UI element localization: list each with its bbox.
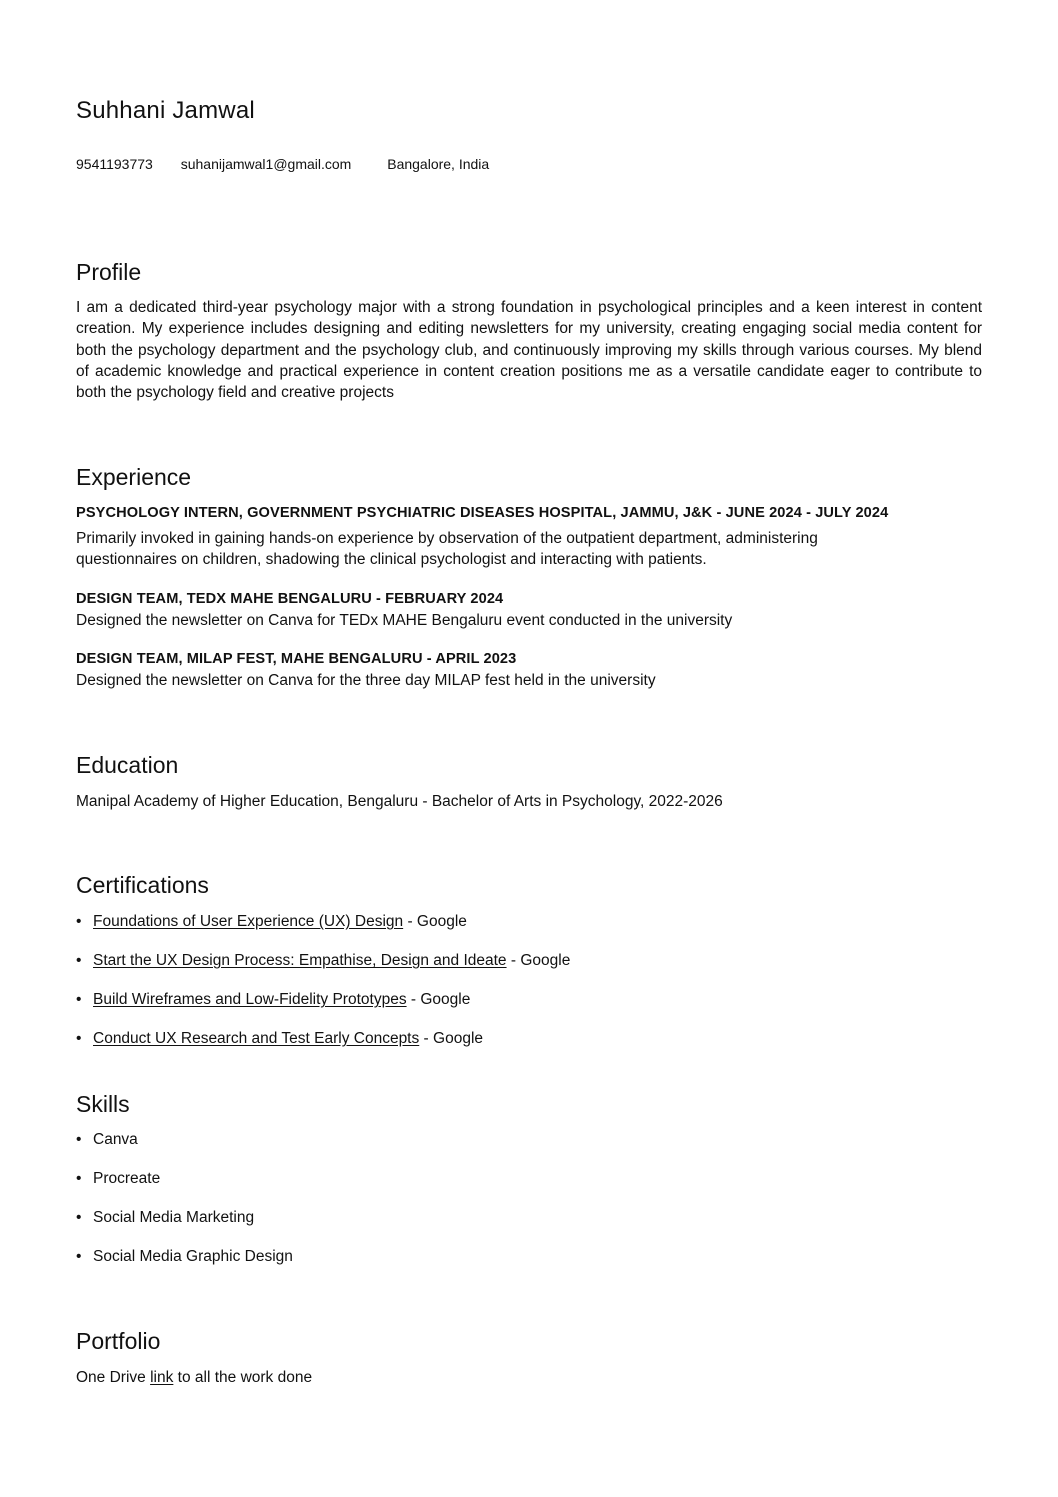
experience-description: Designed the newsletter on Canva for TEDx MAHE Bengaluru event conducted in the university <box>76 612 733 629</box>
bullet-icon: • <box>76 991 82 1008</box>
certifications-list <box>76 912 570 1068</box>
experience-description: Designed the newsletter on Canva for the three day MILAP fest held in the university <box>76 672 656 689</box>
certification-provider: - Google <box>406 991 471 1008</box>
portfolio-text <box>76 1367 312 1388</box>
bullet-icon: • <box>76 1248 82 1265</box>
candidate-name: Suhhani Jamwal <box>76 97 255 124</box>
portfolio-link[interactable]: link <box>150 1369 174 1386</box>
certification-provider: - Google <box>419 1030 484 1047</box>
certification-item <box>76 990 570 1029</box>
skill-item <box>76 1247 293 1286</box>
education-text: Manipal Academy of Higher Education, Bengaluru - Bachelor of Arts in Psychology, 2022-2026 <box>76 793 723 810</box>
experience-description: Primarily invoked in gaining hands-on experience by observation of the outpatient department, administering questionnaires on children, shadowing the clinical psychologist and interacting with patients. <box>76 530 818 568</box>
bullet-icon: • <box>76 952 82 969</box>
experience-title: DESIGN TEAM, TEDX MAHE BENGALURU - FEBRUARY 2024 <box>76 591 504 607</box>
bullet-icon: • <box>76 1030 82 1047</box>
email-address: suhanijamwal1@gmail.com <box>180 156 352 172</box>
experience-title: DESIGN TEAM, MILAP FEST, MAHE BENGALURU - APRIL 2023 <box>76 651 517 667</box>
skills-heading: Skills <box>76 1091 130 1117</box>
certification-link[interactable]: Foundations of User Experience (UX) Design <box>93 913 404 930</box>
certification-item <box>76 912 570 951</box>
skill-label: Social Media Marketing <box>93 1209 255 1226</box>
location: Bangalore, India <box>387 156 490 172</box>
skill-label: Procreate <box>93 1170 161 1187</box>
skill-label: Canva <box>93 1131 138 1148</box>
bullet-icon: • <box>76 1209 82 1226</box>
education-heading: Education <box>76 752 179 778</box>
experience-heading: Experience <box>76 464 192 490</box>
phone-number: 9541193773 <box>76 156 153 172</box>
certification-item <box>76 1029 570 1068</box>
certifications-heading: Certifications <box>76 872 209 898</box>
certification-provider: - Google <box>506 952 571 969</box>
skills-list <box>76 1130 293 1286</box>
certification-provider: - Google <box>403 913 467 930</box>
skill-item <box>76 1208 293 1247</box>
contact-info <box>76 156 489 172</box>
portfolio-suffix: to all the work done <box>173 1369 313 1386</box>
bullet-icon: • <box>76 1170 82 1187</box>
skill-label: Social Media Graphic Design <box>93 1248 293 1265</box>
certification-link[interactable]: Start the UX Design Process: Empathise, Design and Ideate <box>93 952 507 969</box>
experience-title: PSYCHOLOGY INTERN, GOVERNMENT PSYCHIATRIC DISEASES HOSPITAL, JAMMU, J&K - JUNE 2024 - JULY 2024 <box>76 505 889 521</box>
certification-item <box>76 951 570 990</box>
certification-link[interactable]: Build Wireframes and Low-Fidelity Prototypes <box>93 991 407 1008</box>
portfolio-prefix: One Drive <box>76 1369 151 1386</box>
portfolio-heading: Portfolio <box>76 1328 161 1354</box>
bullet-icon: • <box>76 913 82 930</box>
profile-text: I am a dedicated third-year psychology major with a strong foundation in psychological principles and a keen interest in content creation. My experience includes designing and editing newsletters for my university, creating engaging social media content for both the psychology department and the psychology club, and continuously improving my skills through various courses. My blend of academic knowledge and practical experience in content creation positions me as a versatile candidate eager to contribute to both the psychology field and creative projects <box>76 299 982 402</box>
profile-heading: Profile <box>76 259 142 285</box>
skill-item <box>76 1130 293 1169</box>
certification-link[interactable]: Conduct UX Research and Test Early Concepts <box>93 1030 420 1047</box>
bullet-icon: • <box>76 1131 82 1148</box>
skill-item <box>76 1169 293 1208</box>
